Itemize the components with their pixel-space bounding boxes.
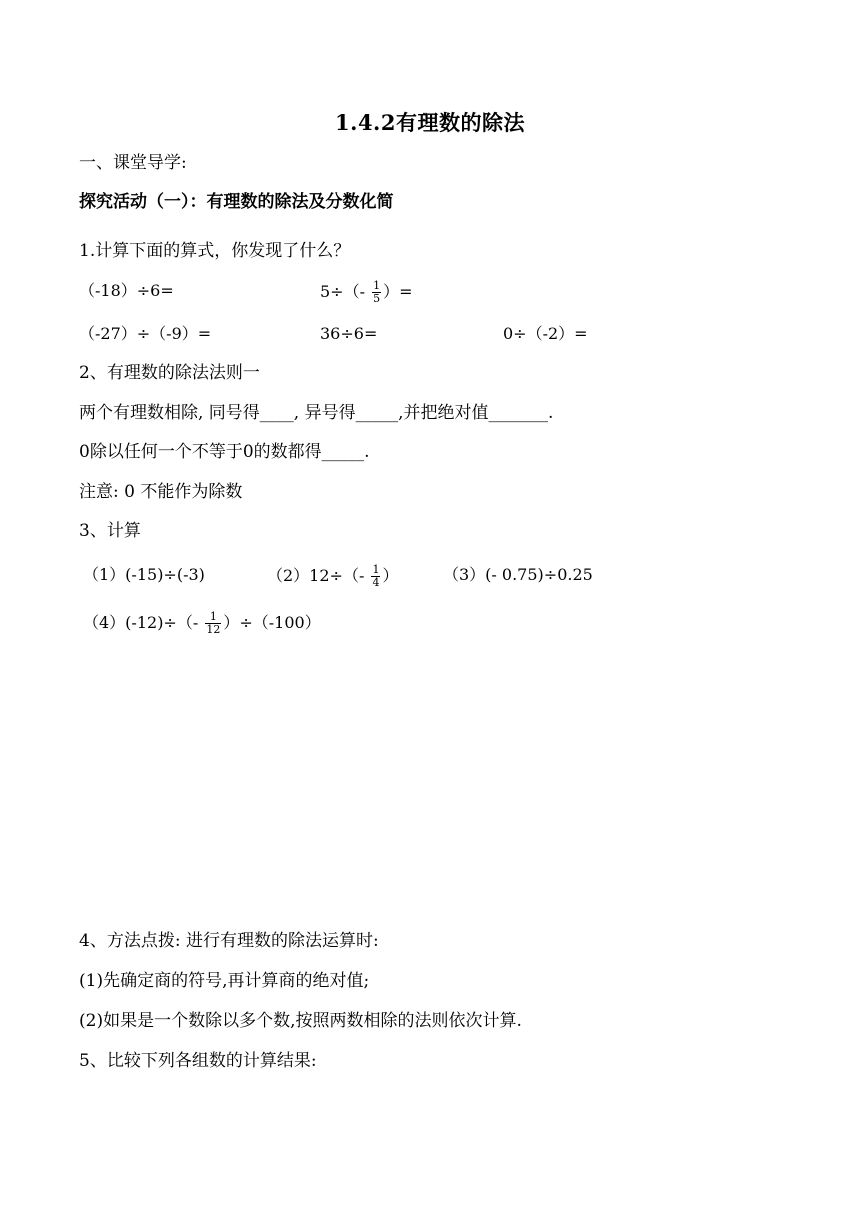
- q3-problem-4-pre: （4）(-12)÷（-: [83, 613, 204, 632]
- fraction-denominator: 5: [373, 292, 381, 305]
- q1-expr-1: （-18）÷6=: [79, 281, 174, 300]
- q5-heading: 5、比较下列各组数的计算结果:: [79, 1051, 317, 1071]
- q3-problem-3: （3）(- 0.75)÷0.25: [443, 565, 593, 584]
- q4-heading: 4、方法点拨: 进行有理数的除法运算时:: [79, 931, 379, 951]
- q1-expr-2-pre: 5÷（-: [320, 282, 371, 301]
- fraction-numerator: 1: [205, 611, 221, 624]
- q3-heading: 3、计算: [79, 521, 141, 541]
- fraction-denominator: 12: [206, 623, 221, 636]
- q1-expr-3: （-27）÷（-9）=: [79, 324, 212, 343]
- q2-heading: 2、有理数的除法法则一: [79, 363, 260, 383]
- activity-heading: 探究活动（一）：有理数的除法及分数化简: [79, 192, 394, 212]
- q4-point-1: (1)先确定商的符号,再计算商的绝对值;: [79, 971, 370, 991]
- q2-note: 注意: 0 不能作为除数: [79, 482, 243, 502]
- q1-prompt: 1.计算下面的算式，你发现了什么？: [79, 241, 351, 261]
- fraction-denominator: 4: [372, 576, 380, 589]
- q3-problem-4-post: ）÷（-100）: [223, 613, 321, 632]
- q1-expr-5: 0÷（-2）=: [503, 324, 588, 343]
- q2-rule-2: 0除以任何一个不等于0的数都得_____.: [79, 442, 370, 462]
- q1-expr-2-post: ）=: [383, 282, 413, 301]
- q2-rule-1: 两个有理数相除, 同号得____, 异号得_____,并把绝对值_______.: [79, 403, 554, 423]
- q3-problem-2-post: ）: [382, 566, 399, 585]
- q3-problem-2-pre: （2）12÷（-: [267, 566, 370, 585]
- q3-problem-2: [267, 564, 398, 589]
- fraction: [205, 611, 221, 636]
- q1-expr-4: 36÷6=: [320, 324, 378, 343]
- fraction: [371, 564, 380, 589]
- fraction-numerator: 1: [373, 279, 381, 292]
- q4-point-2: (2)如果是一个数除以多个数,按照两数相除的法则依次计算.: [79, 1011, 522, 1031]
- fraction: [372, 280, 381, 305]
- fraction-numerator: 1: [372, 563, 380, 576]
- q1-expr-2: [320, 280, 413, 305]
- q3-problem-1: （1）(-15)÷(-3): [83, 565, 205, 584]
- section-heading: 一、课堂导学:: [79, 153, 187, 173]
- page-title: 1.4.2有理数的除法: [335, 110, 525, 135]
- q3-problem-4: [83, 611, 321, 636]
